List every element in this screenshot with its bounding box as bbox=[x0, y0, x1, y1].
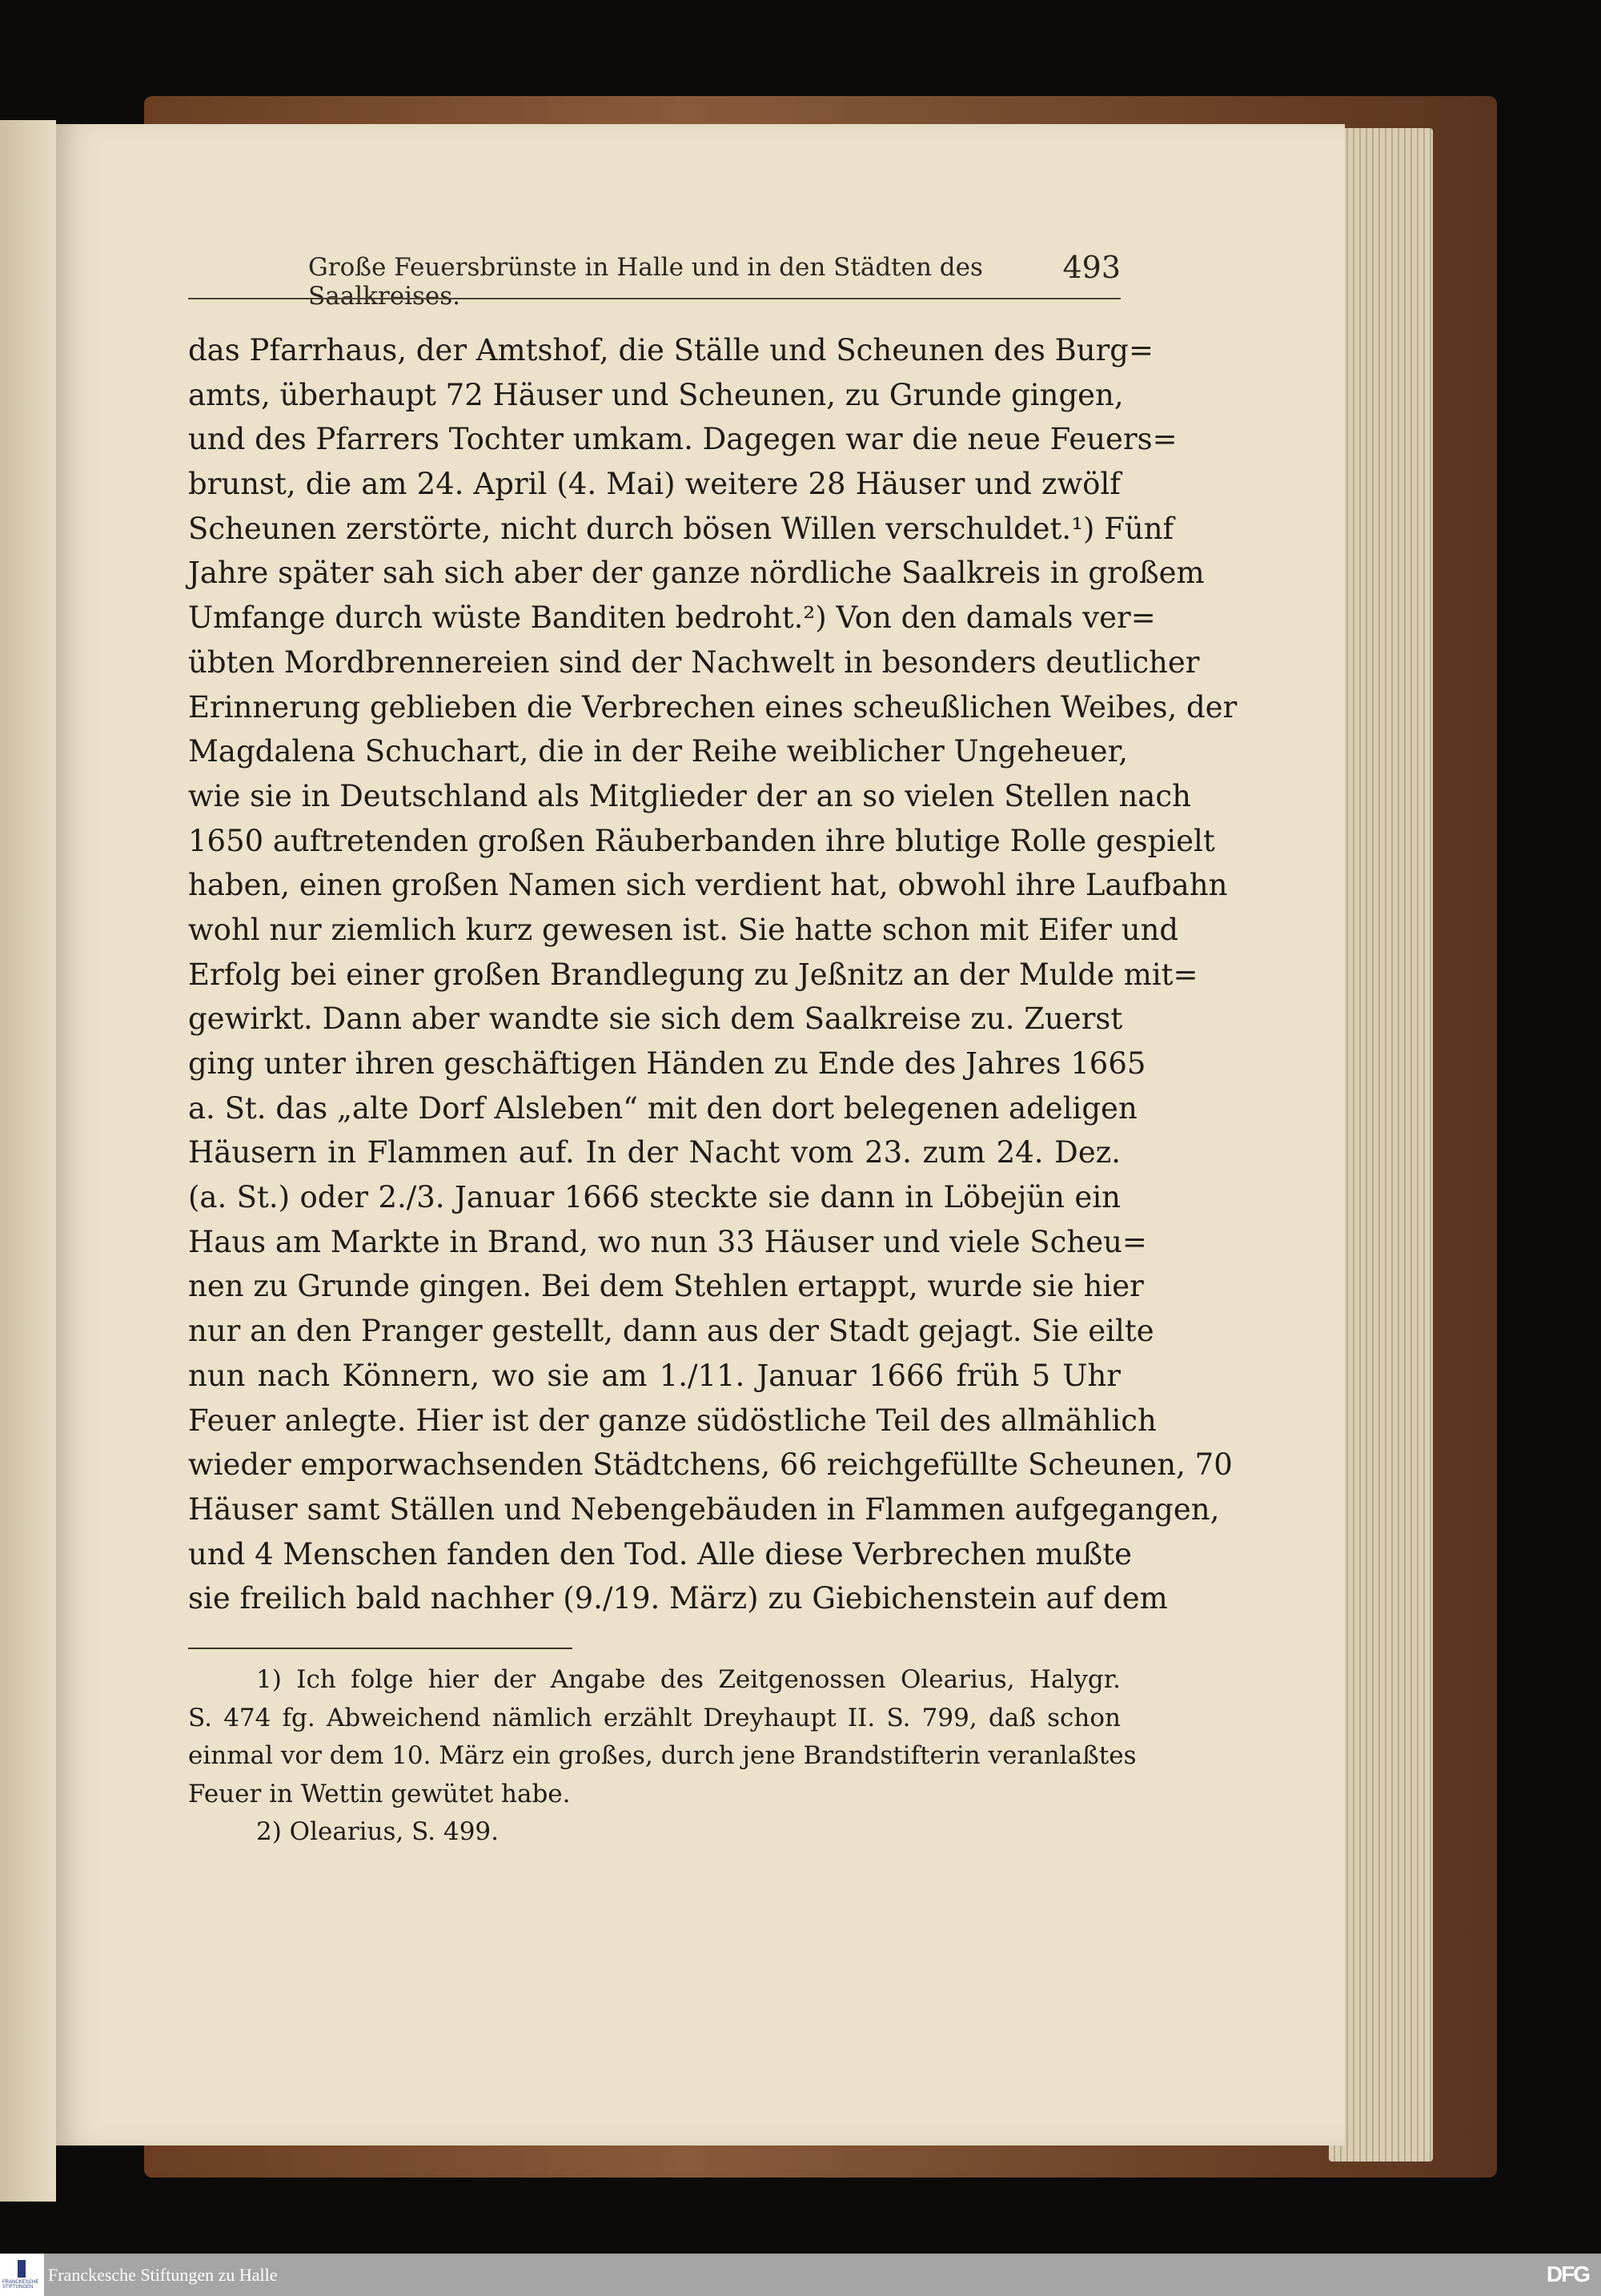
text-line: amts, überhaupt 72 Häuser und Scheunen, zu Grunde gingen, bbox=[188, 377, 1124, 412]
text-line: gewirkt. Dann aber wandte sie sich dem Saalkreise zu. Zuerst bbox=[188, 1001, 1123, 1037]
text-line: 1650 auftretenden großen Räuberbanden ihre blutige Rolle gespielt bbox=[188, 823, 1215, 858]
text-line: nen zu Grunde gingen. Bei dem Stehlen ertappt, wurde sie hier bbox=[188, 1269, 1144, 1304]
text-line: Häusern in Flammen auf. In der Nacht vom 23. zum 24. Dez. bbox=[188, 1135, 1121, 1170]
text-line: das Pfarrhaus, der Amtshof, die Ställe und Scheunen des Burg= bbox=[188, 333, 1154, 367]
text-line: Haus am Markte in Brand, wo nun 33 Häuser und viele Scheu= bbox=[188, 1224, 1147, 1259]
text-line: Jahre später sah sich aber der ganze nördliche Saalkreis in großem bbox=[188, 556, 1205, 591]
text-line: Häuser samt Ställen und Nebengebäuden in Flammen aufgegangen, bbox=[188, 1491, 1220, 1527]
footnotes bbox=[188, 1661, 1137, 1852]
text-line: Scheunen zerstörte, nicht durch bösen Willen verschuldet.¹) Fünf bbox=[188, 511, 1174, 546]
footnote-rule bbox=[188, 1648, 572, 1649]
text-line: sie freilich bald nachher (9./19. März) zu Giebichenstein auf dem bbox=[188, 1581, 1168, 1616]
header-rule bbox=[188, 298, 1121, 299]
text-line: (a. St.) oder 2./3. Januar 1666 steckte sie dann in Löbejün ein bbox=[188, 1180, 1121, 1215]
text-line: und 4 Menschen fanden den Tod. Alle diese Verbrechen mußte bbox=[188, 1536, 1132, 1571]
text-line: a. St. das „alte Dorf Alsleben“ mit den dort belegenen adeligen bbox=[188, 1090, 1138, 1126]
institution-logo: FRANCKESCHE STIFTUNGEN bbox=[0, 2254, 44, 2296]
text-line: wieder emporwachsenden Städtchens, 66 reichgefüllte Scheunen, 70 bbox=[188, 1447, 1233, 1483]
text-line: wie sie in Deutschland als Mitglieder der an so vielen Stellen nach bbox=[188, 778, 1191, 813]
dfg-logo: DFG bbox=[1546, 2262, 1589, 2286]
footnote-line: einmal vor dem 10. März ein großes, durch jene Brandstifterin veranlaßtes bbox=[188, 1741, 1137, 1770]
institution-name[interactable]: Franckesche Stiftungen zu Halle bbox=[48, 2265, 278, 2285]
text-line: Erfolg bei einer großen Brandlegung zu Jeßnitz an der Mulde mit= bbox=[188, 957, 1198, 992]
text-line: haben, einen großen Namen sich verdient hat, obwohl ihre Laufbahn bbox=[188, 868, 1228, 903]
footnote-line: S. 474 fg. Abweichend nämlich erzählt Dreyhaupt II. S. 799, daß schon bbox=[188, 1703, 1121, 1732]
running-header bbox=[188, 250, 1121, 311]
text-line: ging unter ihren geschäftigen Händen zu Ende des Jahres 1665 bbox=[188, 1046, 1146, 1081]
text-line: brunst, die am 24. April (4. Mai) weitere 28 Häuser und zwölf bbox=[188, 467, 1121, 502]
page-number: 493 bbox=[1062, 250, 1121, 285]
body-text bbox=[188, 328, 1238, 1621]
text-line: Erinnerung geblieben die Verbrechen eines scheußlichen Weibes, der bbox=[188, 689, 1238, 725]
running-title: Große Feuersbrünste in Halle und in den Städten des Saalkreises. bbox=[308, 253, 983, 311]
text-line: übten Mordbrennereien sind der Nachwelt in besonders deutlicher bbox=[188, 644, 1200, 680]
text-line: Umfange durch wüste Banditen bedroht.²) Von den damals ver= bbox=[188, 600, 1156, 636]
footer-bar bbox=[0, 2254, 1601, 2296]
text-line: und des Pfarrers Tochter umkam. Dagegen war die neue Feuers= bbox=[188, 422, 1178, 457]
text-line: nun nach Könnern, wo sie am 1./11. Januar 1666 früh 5 Uhr bbox=[188, 1358, 1121, 1393]
footnote-line: Feuer in Wettin gewütet habe. bbox=[188, 1779, 571, 1808]
footnote-line: 1) Ich folge hier der Angabe des Zeitgenossen Olearius, Halygr. bbox=[256, 1665, 1121, 1694]
text-line: nur an den Pranger gestellt, dann aus der Stadt gejagt. Sie eilte bbox=[188, 1314, 1154, 1349]
text-line: wohl nur ziemlich kurz gewesen ist. Sie hatte schon mit Eifer und bbox=[188, 912, 1179, 947]
footnote-line: 2) Olearius, S. 499. bbox=[256, 1817, 500, 1846]
text-line: Feuer anlegte. Hier ist der ganze südöstliche Teil des allmählich bbox=[188, 1403, 1157, 1438]
left-page bbox=[0, 120, 56, 2202]
text-line: Magdalena Schuchart, die in der Reihe weiblicher Ungeheuer, bbox=[188, 734, 1128, 769]
